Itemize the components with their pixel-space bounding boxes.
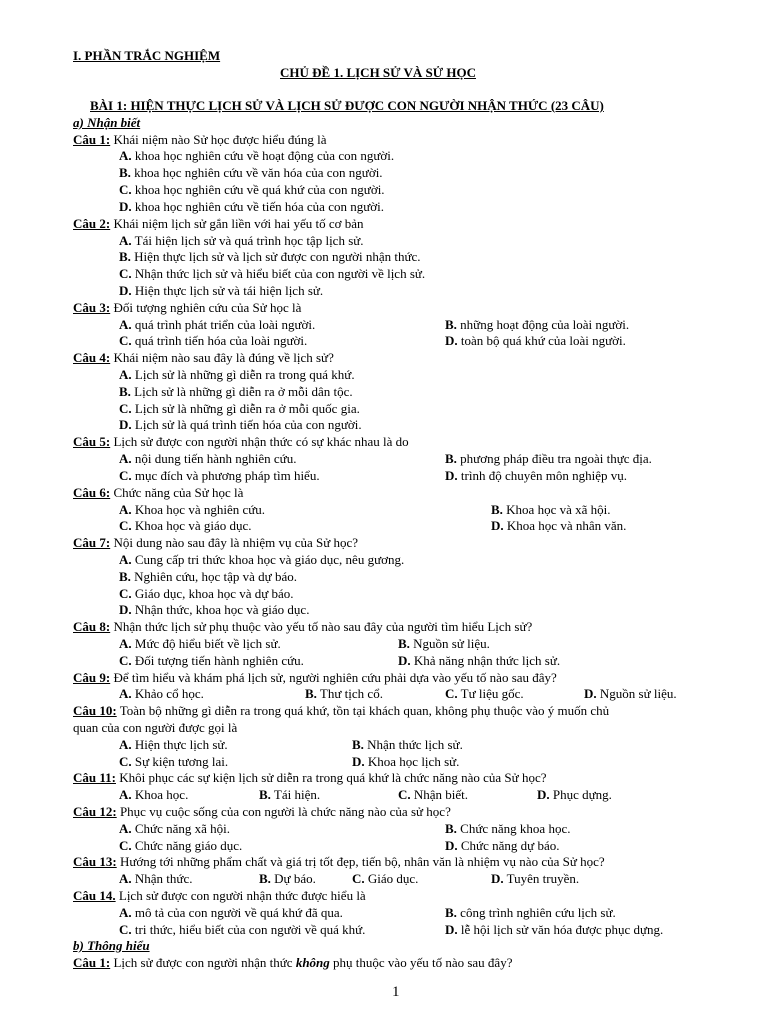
question-8: Câu 8: Nhận thức lịch sử phụ thuộc vào yếu tố nào sau đây của người tìm hiểu Lịch sử? [73,619,533,634]
question-11: Câu 11: Khôi phục các sự kiện lịch sử diễn ra trong quá khứ là chức năng nào của Sử học? [73,770,547,785]
q13-option-d: D. Tuyên truyền. [491,871,580,886]
q4-option-d: D. Lịch sử là quá trình tiến hóa của con người. [119,417,362,432]
question-14: Câu 14. Lịch sử được con người nhận thức được hiểu là [73,888,366,903]
q13-option-b: B. Dự báo. [259,871,316,886]
q10-option-c: C. Sự kiện tương lai. [119,754,229,769]
q13-option-a: A. Nhận thức. [119,871,193,886]
b-question-1: Câu 1: Lịch sử được con người nhận thức không phụ thuộc vào yếu tố nào sau đây? [73,955,513,970]
q5-option-b: B. phương pháp điều tra ngoài thực địa. [445,451,652,466]
q7-option-a: A. Cung cấp tri thức khoa học và giáo dục, nêu gương. [119,552,405,567]
page-number: 1 [392,984,400,1000]
question-5: Câu 5: Lịch sử được con người nhận thức có sự khác nhau là do [73,434,409,449]
q10-option-b: B. Nhận thức lịch sử. [352,737,463,752]
q6-option-d: D. Khoa học và nhân văn. [491,518,627,533]
question-10: Câu 10: Toàn bộ những gì diễn ra trong quá khứ, tồn tại khách quan, không phụ thuộc vào ý muốn chủ [73,703,610,718]
question-12: Câu 12: Phục vụ cuộc sống của con người là chức năng nào của sử học? [73,804,451,819]
q9-option-b: B. Thư tịch cổ. [305,686,383,701]
q5-option-a: A. nội dung tiến hành nghiên cứu. [119,451,297,466]
q11-option-d: D. Phục dựng. [537,787,612,802]
q10-option-a: A. Hiện thực lịch sử. [119,737,228,752]
q1-option-d: D. khoa học nghiên cứu về tiến hóa của con người. [119,199,385,214]
q14-option-d: D. lễ hội lịch sử văn hóa được phục dựng. [445,922,664,937]
q3-option-d: D. toàn bộ quá khứ của loài người. [445,333,626,348]
question-9: Câu 9: Để tìm hiểu và khám phá lịch sử, người nghiên cứu phải dựa vào yếu tố nào sau đây? [73,670,557,685]
q2-option-d: D. Hiện thực lịch sử và tái hiện lịch sử. [119,283,324,298]
part-a-heading: a) Nhận biết [73,115,141,130]
q9-option-d: D. Nguồn sử liệu. [584,686,677,701]
q8-option-b: B. Nguồn sử liệu. [398,636,490,651]
q5-option-c: C. mục đích và phương pháp tìm hiểu. [119,468,320,483]
q11-option-c: C. Nhận biết. [398,787,469,802]
q2-option-c: C. Nhận thức lịch sử và hiểu biết của con người về lịch sử. [119,266,426,281]
q12-option-b: B. Chức năng khoa học. [445,821,571,836]
q1-option-a: A. khoa học nghiên cứu về hoạt động của con người. [119,148,395,163]
q12-option-a: A. Chức năng xã hội. [119,821,231,836]
part-b-heading: b) Thông hiểu [73,938,150,953]
question-4: Câu 4: Khái niệm nào sau đây là đúng về lịch sử? [73,350,334,365]
q8-option-d: D. Khả năng nhận thức lịch sử. [398,653,561,668]
question-3: Câu 3: Đối tượng nghiên cứu của Sử học là [73,300,302,315]
q14-option-b: B. công trình nghiên cứu lịch sử. [445,905,616,920]
q9-option-c: C. Tư liệu gốc. [445,686,524,701]
q12-option-d: D. Chức năng dự báo. [445,838,560,853]
question-10-continuation: quan của con người được gọi là [73,720,238,735]
question-2: Câu 2: Khái niệm lịch sử gắn liền với hai yếu tố cơ bản [73,216,364,231]
q3-option-c: C. quá trình tiến hóa của loài người. [119,333,308,348]
q10-option-d: D. Khoa học lịch sử. [352,754,460,769]
q11-option-b: B. Tái hiện. [259,787,321,802]
lesson-title: BÀI 1: HIỆN THỰC LỊCH SỬ VÀ LỊCH SỬ ĐƯỢC CON NGƯỜI NHẬN THỨC (23 CÂU) [90,98,604,113]
q14-option-c: C. tri thức, hiểu biết của con người về quá khứ. [119,922,366,937]
q3-option-a: A. quá trình phát triển của loài người. [119,317,316,332]
q2-option-a: A. Tái hiện lịch sử và quá trình học tập lịch sử. [119,233,364,248]
q8-option-a: A. Mức độ hiểu biết về lịch sử. [119,636,281,651]
question-1: Câu 1: Khái niệm nào Sử học được hiểu đúng là [73,132,327,147]
question-7: Câu 7: Nội dung nào sau đây là nhiệm vụ của Sử học? [73,535,359,550]
q6-option-b: B. Khoa học và xã hội. [491,502,611,517]
q7-option-c: C. Giáo dục, khoa học và dự báo. [119,586,294,601]
q1-option-b: B. khoa học nghiên cứu về văn hóa của con người. [119,165,383,180]
q2-option-b: B. Hiện thực lịch sử và lịch sử được con người nhận thức. [119,249,421,264]
topic-title: CHỦ ĐỀ 1. LỊCH SỬ VÀ SỬ HỌC [280,65,476,80]
q11-option-a: A. Khoa học. [119,787,189,802]
q9-option-a: A. Khảo cổ học. [119,686,204,701]
q4-option-c: C. Lịch sử là những gì diễn ra ở mỗi quốc gia. [119,401,360,416]
q14-option-a: A. mô tả của con người về quá khứ đã qua. [119,905,343,920]
q6-option-c: C. Khoa học và giáo dục. [119,518,252,533]
q1-option-c: C. khoa học nghiên cứu về quá khứ của con người. [119,182,385,197]
q7-option-d: D. Nhận thức, khoa học và giáo dục. [119,602,310,617]
q6-option-a: A. Khoa học và nghiên cứu. [119,502,266,517]
q12-option-c: C. Chức năng giáo dục. [119,838,243,853]
q4-option-b: B. Lịch sử là những gì diễn ra ở mỗi dân tộc. [119,384,353,399]
q7-option-b: B. Nghiên cứu, học tập và dự báo. [119,569,297,584]
section-title: I. PHẦN TRẮC NGHIỆM [73,48,221,63]
q13-option-c: C. Giáo dục. [352,871,419,886]
q5-option-d: D. trình độ chuyên môn nghiệp vụ. [445,468,627,483]
q3-option-b: B. những hoạt động của loài người. [445,317,630,332]
question-13: Câu 13: Hướng tới những phẩm chất và giá trị tốt đẹp, tiến bộ, nhân văn là nhiệm vụ nào của Sử học? [73,854,605,869]
question-6: Câu 6: Chức năng của Sử học là [73,485,244,500]
q4-option-a: A. Lịch sử là những gì diễn ra trong quá khứ. [119,367,355,382]
q8-option-c: C. Đối tượng tiến hành nghiên cứu. [119,653,304,668]
